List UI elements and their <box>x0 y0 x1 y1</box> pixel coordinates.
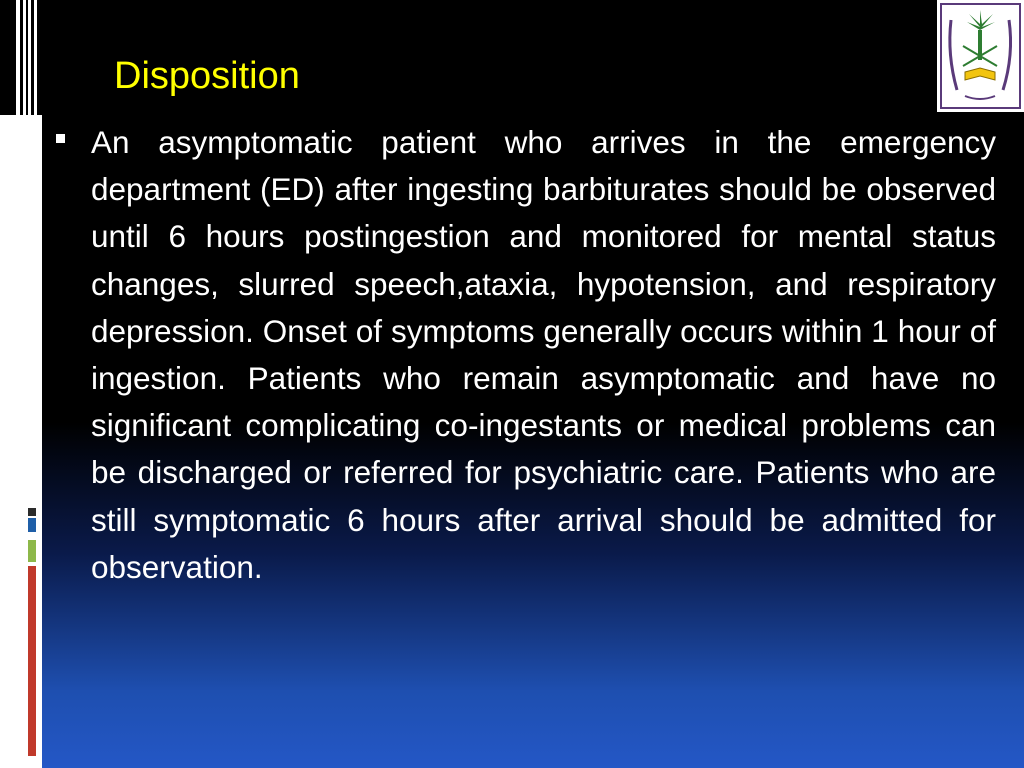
university-logo <box>937 0 1024 112</box>
university-seal-icon <box>937 0 1024 112</box>
vertical-bars-decor <box>0 0 42 130</box>
left-decor-strip <box>0 0 42 768</box>
bullet-square-icon <box>56 134 65 143</box>
slide-title: Disposition <box>114 55 300 97</box>
bullet-paragraph: An asymptomatic patient who arrives in the emergency department (ED) after ingesting barbiturates should be observed until 6 hours postingestion and monitored for mental status changes, slurred speech,ataxia, hypotension, and respiratory depression. Onset of symptoms generally occurs within 1 hour of ingestion. Patients who remain asymptomatic and have no significant complicating co-ingestants or medical problems can be discharged or referred for psychiatric care. Patients who are still symptomatic 6 hours after arrival should be admitted for observation. <box>91 124 996 585</box>
